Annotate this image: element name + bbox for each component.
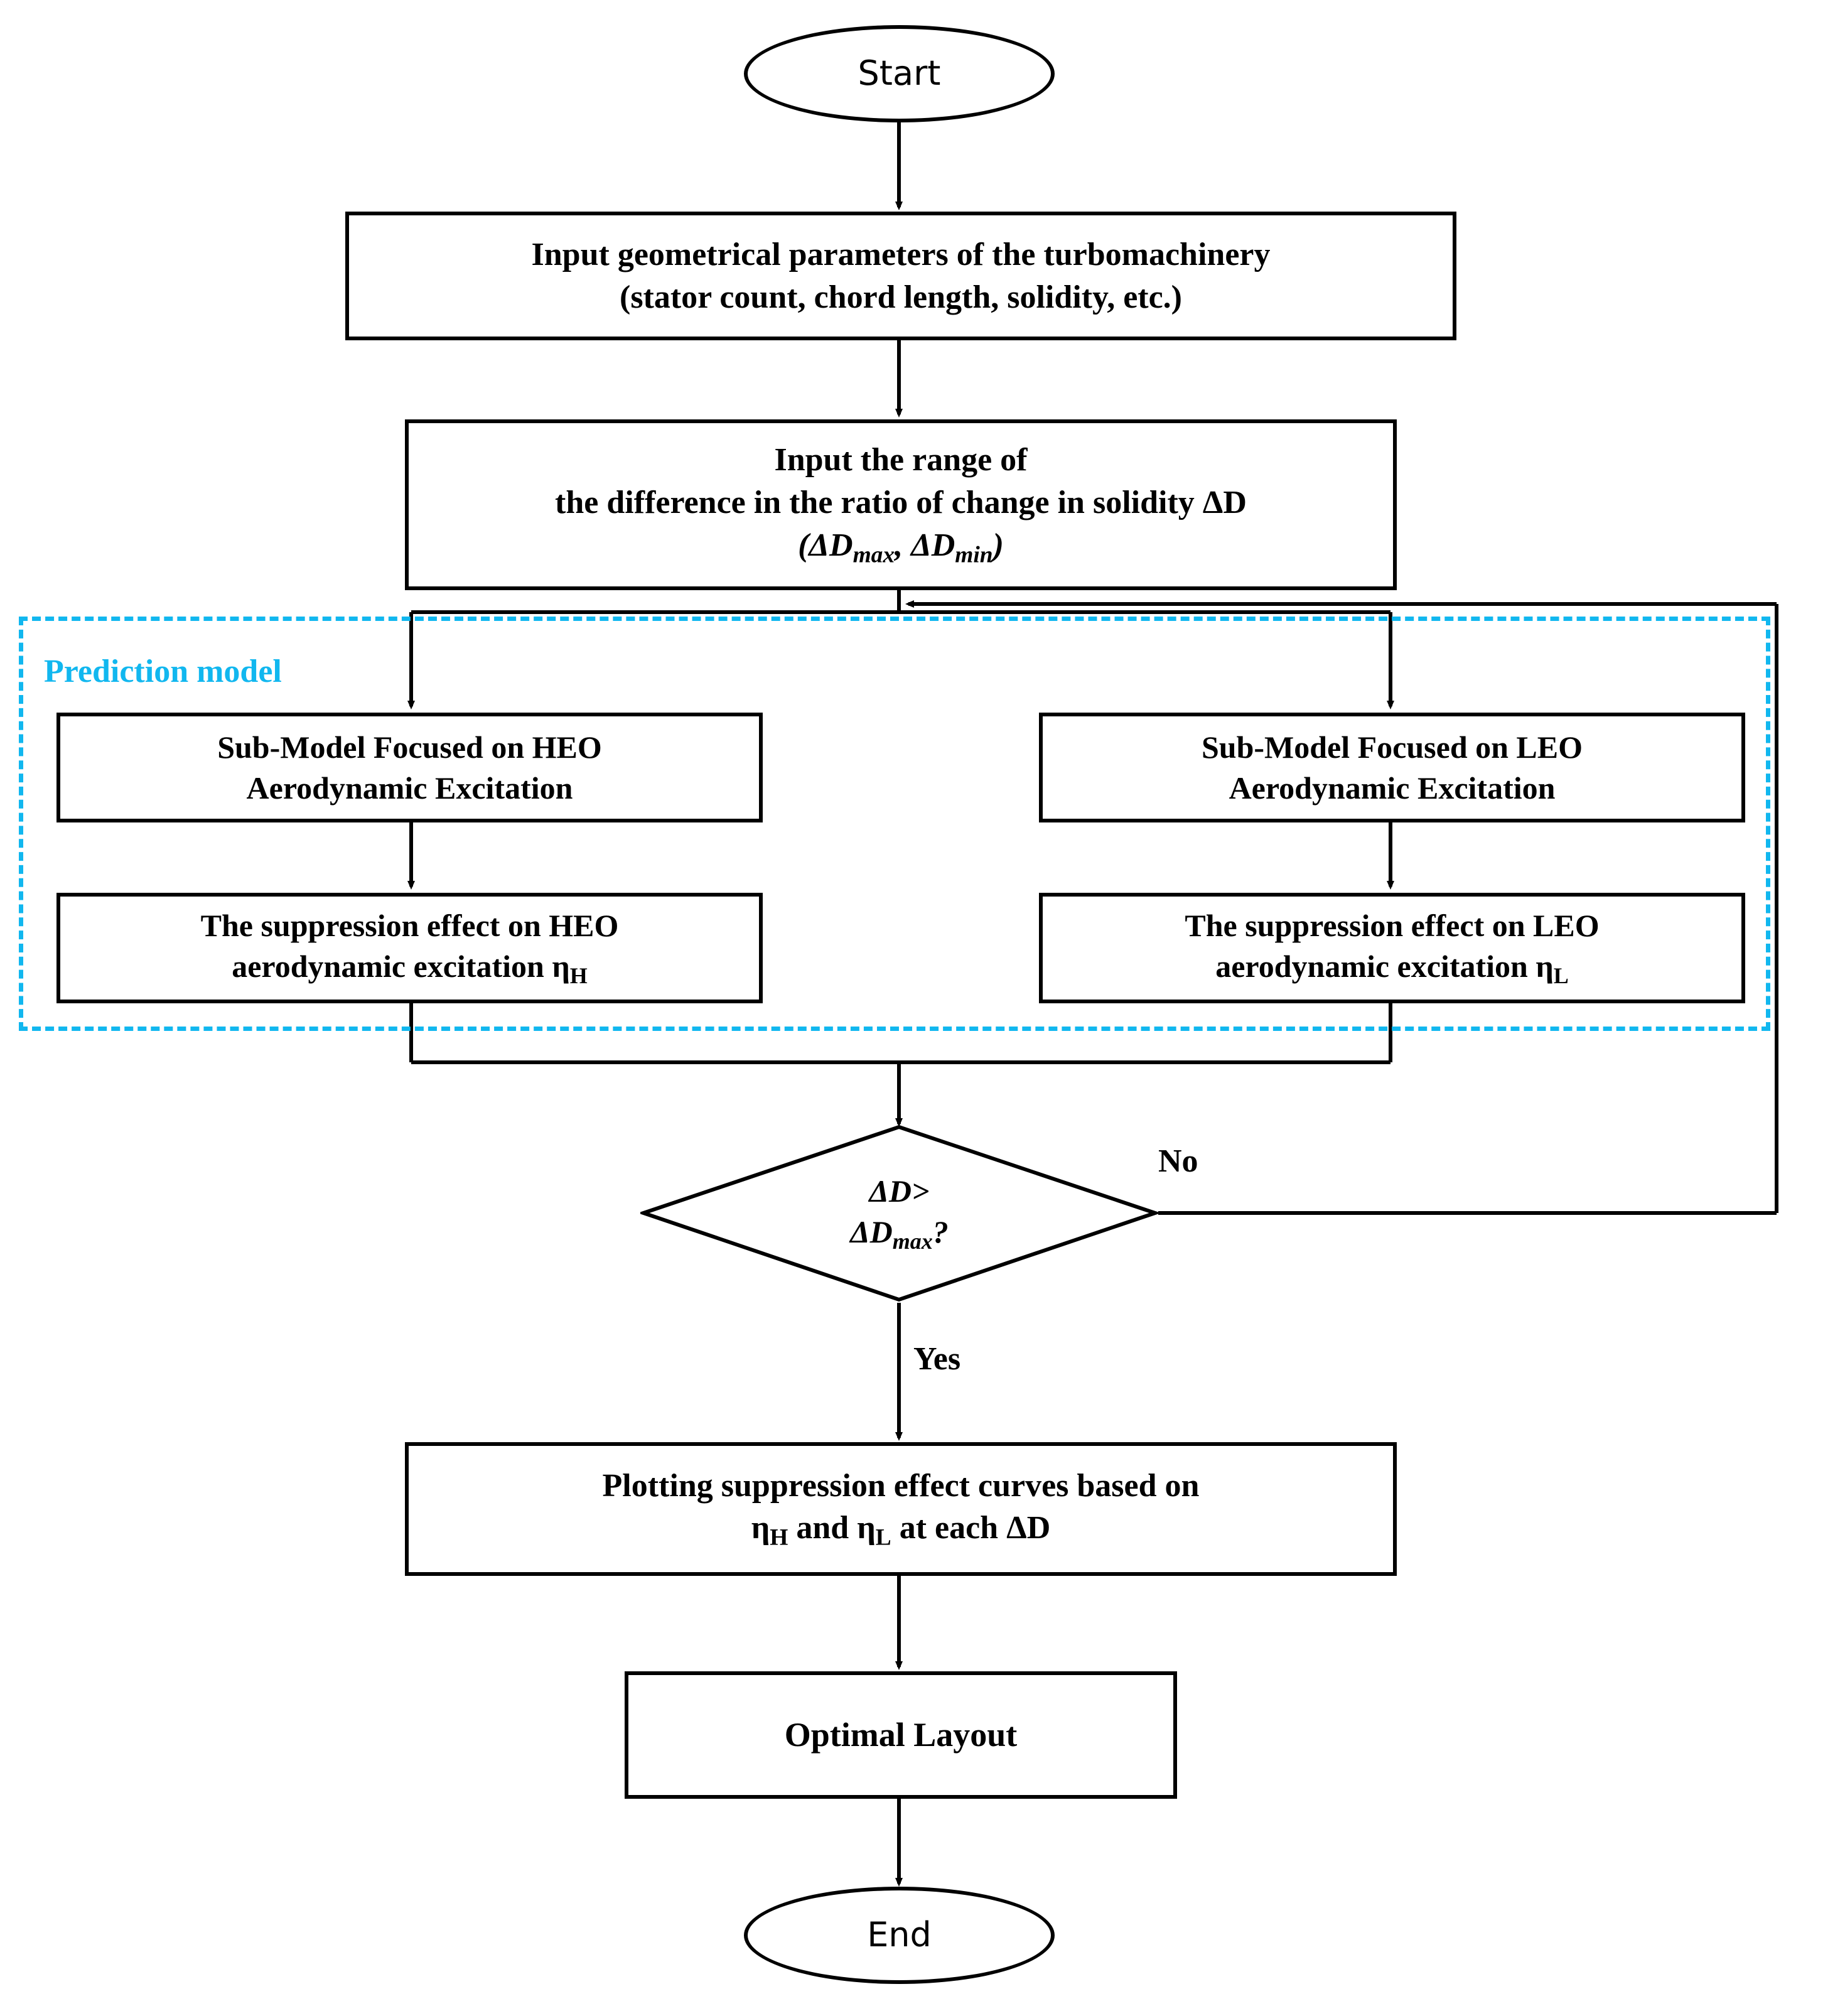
node-input-geometry[interactable]: [345, 212, 1456, 340]
node-effect-leo[interactable]: [1039, 893, 1745, 1003]
node-decision[interactable]: [640, 1124, 1158, 1303]
node-effect-leo-line2: aerodynamic excitation $\eta_L$: [1215, 949, 1569, 989]
node-effect-heo[interactable]: [56, 893, 763, 1003]
node-decision-line1: ΔD>: [869, 1173, 930, 1209]
node-submodel-heo-line2: Aerodynamic Excitation: [246, 770, 573, 806]
node-end[interactable]: [744, 1887, 1055, 1984]
node-submodel-heo[interactable]: [56, 713, 763, 822]
node-input-range-line2: the difference in the ratio of change in solidity ΔD: [555, 484, 1247, 520]
node-input-range[interactable]: [405, 419, 1397, 590]
edge-label-no: No: [1158, 1143, 1198, 1179]
node-effect-heo-line1: The suppression effect on HEO: [200, 908, 619, 944]
node-decision-line2: $\Delta D_{max}$?: [850, 1214, 949, 1254]
node-input-range-line3: ($\Delta D_{max}$, $\Delta D_{min}$): [798, 527, 1004, 568]
node-effect-heo-line2: aerodynamic excitation $\eta_H$: [232, 949, 588, 989]
edge-label-yes: Yes: [913, 1341, 961, 1377]
node-plotting-line1: Plotting suppression effect curves based on: [602, 1467, 1200, 1504]
node-submodel-leo[interactable]: [1039, 713, 1745, 822]
node-plotting-line2: $\eta_H$ and $\eta_L$ at each ΔD: [751, 1510, 1051, 1551]
prediction-model-label: Prediction model: [44, 654, 282, 689]
node-optimal-layout-label: Optimal Layout: [784, 1716, 1018, 1754]
node-submodel-heo-line1: Sub-Model Focused on HEO: [217, 729, 602, 765]
node-end-label: End: [867, 1915, 932, 1955]
node-submodel-leo-line1: Sub-Model Focused on LEO: [1201, 729, 1583, 765]
node-start[interactable]: [744, 25, 1055, 122]
node-input-range-line1: Input the range of: [774, 442, 1028, 478]
node-input-geometry-line1: Input geometrical parameters of the turbomachinery: [531, 236, 1271, 272]
node-start-label: Start: [858, 53, 941, 94]
node-effect-leo-line1: The suppression effect on LEO: [1185, 908, 1600, 944]
node-optimal-layout[interactable]: [625, 1671, 1177, 1799]
node-plotting[interactable]: [405, 1442, 1397, 1576]
node-input-geometry-line2: (stator count, chord length, solidity, etc.): [620, 279, 1182, 315]
node-submodel-leo-line2: Aerodynamic Excitation: [1229, 770, 1556, 806]
